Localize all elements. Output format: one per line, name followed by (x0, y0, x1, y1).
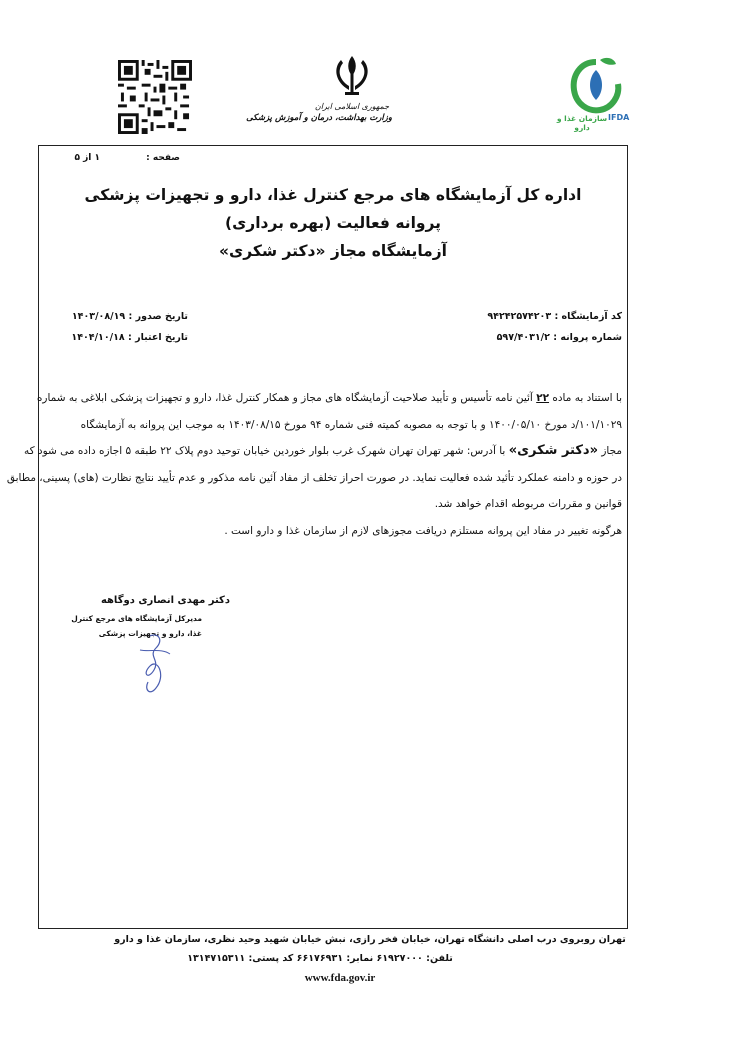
body-line-3 (23, 438, 622, 465)
license-number-row (400, 332, 622, 343)
body-line-6: هرگونه تغییر در مفاد این پروانه مستلزم دریافت مجوزهای لازم از سازمان غذا و دارو است . (224, 524, 622, 537)
signatory-name: دکتر مهدی انصاری دوگاهه (100, 595, 230, 606)
body-line-3-end: با آدرس: شهر تهران تهران شهرک غرب بلوار خوردین خیابان توحید دوم پلاک ۲۲ طبقه ۵ اجازه داده می شود که (23, 445, 506, 457)
body-line-2: ۱۰۱/۱۰۲۹/د مورخ ۱۴۰۰/۰۵/۱۰ و با توجه به مصوبه کمیته فنی شماره ۹۴ مورخ ۱۴۰۳/۰۸/۱۵ به موجب این پروانه به آزمایشگاه (80, 418, 622, 431)
ifda-logo (556, 56, 636, 132)
footer-address: تهران روبروی درب اصلی دانشگاه تهران، خیابان فخر رازی، نبش خیابان شهید وحید نظری، سازمان غذا و دارو (114, 934, 626, 945)
qr-code (118, 60, 192, 134)
ifda-text: سازمان غذا و دارو (556, 114, 608, 132)
emblem-icon (327, 52, 377, 98)
page-number-label: صفحه : (146, 153, 180, 163)
issue-date-label: تاریخ صدور : (128, 311, 188, 322)
lab-title: آزمایشگاه مجاز «دکتر شکری» (219, 242, 447, 260)
iran-emblem (246, 52, 392, 123)
expiry-date-label: تاریخ اعتبار : (128, 332, 188, 343)
license-number-label: شماره پروانه : (553, 332, 622, 343)
lab-code-label: کد آزمایشگاه : (554, 311, 622, 322)
signatory-title-1: مدیرکل آزمایشگاه های مرجع کنترل (71, 614, 202, 623)
issue-date-value: ۱۴۰۳/۰۸/۱۹ (71, 311, 126, 322)
org-logo-text: جمهوری اسلامی ایران (314, 102, 390, 111)
footer-phone: تلفن: ۶۱۹۲۷۰۰۰ نمابر: ۶۶۱۷۶۹۳۱ کد پستی: ۱۳۱۴۷۱۵۳۱۱ (187, 953, 453, 964)
license-number-value: ۵۹۷/۴۰۳۱/۲ (496, 332, 550, 343)
handwritten-signature (130, 630, 180, 700)
body-line-4: در حوزه و دامنه عملکرد تأئید شده فعالیت نماید. در صورت احراز تخلف از مفاد آئین نامه مذکور و عدم تأیید نتایج نظارت (های) پسینی، مطابق (6, 471, 622, 484)
ministry-text: وزارت بهداشت، درمان و آموزش پزشکی (246, 113, 392, 123)
issue-date-row (60, 311, 188, 322)
body-line-1-start: با استناد به ماده (552, 392, 622, 404)
expiry-date-value: ۱۴۰۴/۱۰/۱۸ (71, 332, 125, 343)
ifda-emblem-icon (566, 56, 626, 116)
body-line-1 (36, 385, 622, 412)
subtitle: پروانه فعالیت (بهره برداری) (225, 214, 441, 232)
lab-code-value: ۹۴۲۴۲۵۷۴۲۰۳ (487, 311, 552, 322)
ifda-abbr: IFDA (608, 113, 630, 122)
license-body (6, 385, 622, 544)
signatory-title-2: غذا، دارو و تجهیزات پزشکی (98, 629, 202, 638)
body-line-1-end: آئین نامه تأسیس و تأیید صلاحیت آزمایشگاه های مجاز و همکار کنترل غذا، دارو و تجهیزات پزشکی ابلاغی به شماره (36, 392, 533, 404)
lab-name: «دکتر شکری» (508, 443, 598, 458)
footer-website: www.fda.gov.ir (304, 972, 376, 984)
body-line-3-start: مجاز (601, 445, 622, 457)
body-line-5: قوانین و مقررات مربوطه اقدام خواهد شد. (434, 498, 622, 510)
lab-code-row (400, 311, 622, 322)
main-title: اداره کل آزمایشگاه های مرجع کنترل غذا، دارو و تجهیزات پزشکی (84, 186, 582, 204)
expiry-date-row (60, 332, 188, 343)
article-number: ۲۲ (536, 392, 550, 404)
page-number-value: ۱ از ۵ (74, 153, 100, 163)
